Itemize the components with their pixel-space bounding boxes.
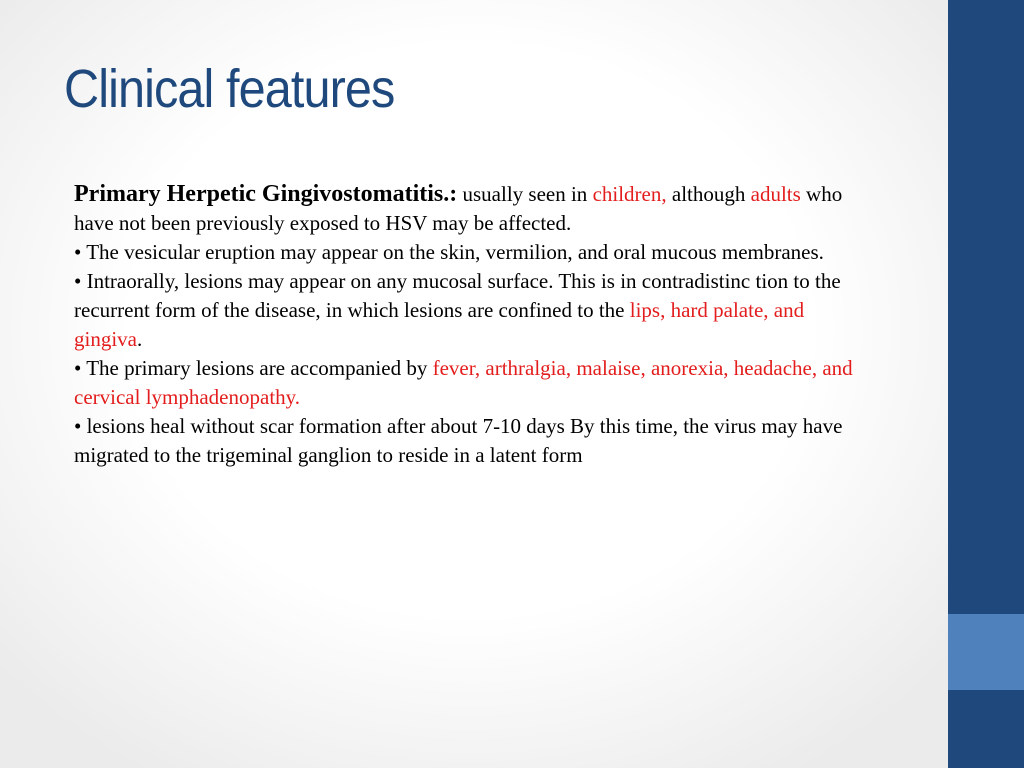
bullet-2-text: • Intraorally, lesions may appear on any mucosal surface. This is in contradistinc tion to the recurrent form of the disease, in which lesions are confined to the: [74, 269, 841, 322]
lead-heading: Primary Herpetic Gingivostomatitis.:: [74, 181, 458, 207]
intro-text-2: although: [666, 182, 751, 206]
slide-body: [74, 180, 854, 470]
highlight-children: children,: [592, 182, 667, 206]
bullet-vesicular-eruption: • The vesicular eruption may appear on the skin, vermilion, and oral mucous membranes.: [74, 240, 824, 264]
highlight-symptoms: fever, arthralgia, malaise, anorexia, headache, and cervical lymphadenopathy.: [74, 356, 853, 409]
bullet-primary-symptoms: [74, 354, 854, 412]
intro-text-1: usually seen in: [457, 182, 593, 206]
bullet-2-end: .: [137, 327, 143, 351]
bullet-healing: • lesions heal without scar formation after about 7-10 days By this time, the virus may have migrated to the trigeminal ganglion to reside in a latent form: [74, 414, 843, 467]
intro-text-3: who have not been previously exposed to HSV may be affected.: [74, 182, 843, 235]
highlight-adults: adults: [750, 182, 801, 206]
intro-paragraph: [74, 180, 854, 238]
bullet-intraoral-lesions: [74, 267, 854, 354]
highlight-recurrent-sites: lips, hard palate, and gingiva: [74, 298, 805, 351]
bullet-3-text: • The primary lesions are accompanied by: [74, 356, 433, 380]
side-accent-square: [948, 614, 1024, 690]
slide-title: Clinical features: [64, 59, 395, 119]
